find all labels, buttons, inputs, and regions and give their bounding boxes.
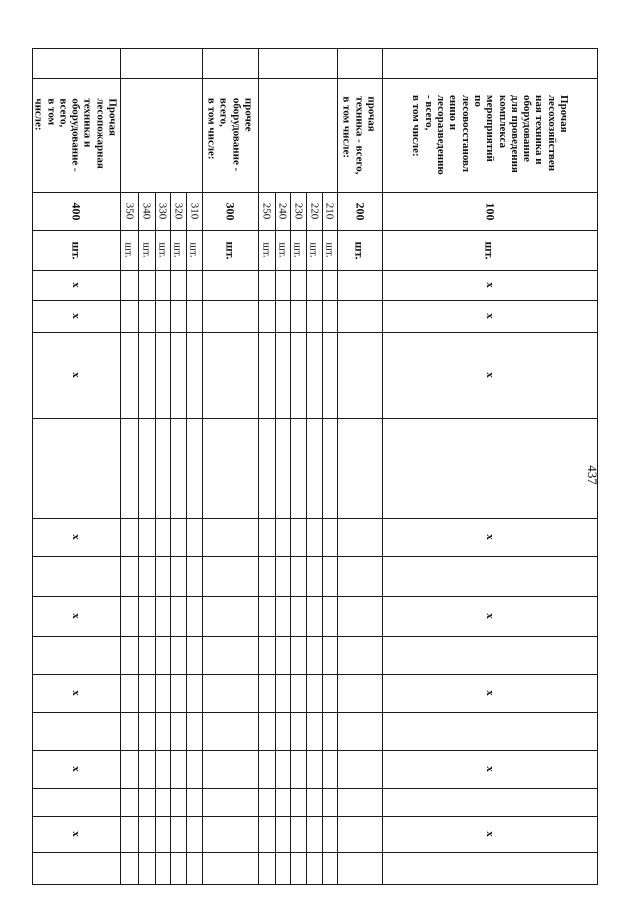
code-200-text: 200	[353, 202, 367, 220]
header-line: оборудование -	[70, 98, 83, 172]
mark-cell	[382, 300, 597, 332]
mark-cell	[32, 596, 120, 636]
table-rule	[322, 192, 323, 885]
table-rule	[306, 192, 307, 885]
unit-210	[322, 230, 337, 270]
code-210-text: 210	[323, 202, 336, 220]
code-220-text: 220	[308, 202, 320, 220]
unit-200	[337, 230, 382, 270]
mark-text: х	[483, 613, 496, 619]
unit-310	[186, 230, 202, 270]
header-c100-text	[410, 95, 570, 175]
header-line: для проведения	[508, 95, 521, 173]
mark-cell	[32, 750, 120, 788]
code-330-text: 330	[156, 202, 169, 220]
mark-text: х	[483, 313, 496, 319]
unit-330-text: шт.	[156, 242, 169, 258]
unit-200-text: шт.	[353, 240, 367, 260]
mark-text: х	[70, 766, 82, 772]
header-line: оборудование -	[230, 98, 243, 172]
code-320-text: 320	[172, 202, 184, 220]
header-line: ению и	[446, 95, 459, 131]
unit-350	[120, 230, 138, 270]
header-line: комплекса	[495, 95, 508, 149]
table-rule	[32, 852, 598, 853]
header-line: оборудование	[520, 95, 533, 163]
code-400-text: 400	[69, 202, 84, 220]
table-rule	[32, 418, 598, 419]
header-line: - всего,	[422, 95, 435, 131]
header-line: по	[471, 95, 484, 107]
header-line: Прочая	[557, 95, 570, 133]
code-350	[120, 192, 138, 230]
unit-240	[275, 230, 290, 270]
mark-cell	[382, 332, 597, 418]
header-line: ная техника и	[532, 95, 545, 165]
code-340	[138, 192, 155, 230]
mark-text: х	[483, 372, 496, 378]
header-line: техника - всего,	[353, 95, 366, 175]
code-250-text: 250	[260, 202, 273, 220]
code-300-text: 300	[223, 202, 238, 220]
code-310-text: 310	[188, 202, 200, 220]
unit-230-text: шт.	[291, 242, 304, 258]
header-line: прочая	[365, 95, 378, 132]
header-line: техника и	[82, 98, 95, 148]
header-line: прочее	[242, 98, 255, 132]
mark-cell	[32, 300, 120, 332]
mark-text: х	[70, 282, 82, 288]
unit-240-text: шт.	[276, 242, 289, 258]
mark-cell	[382, 674, 597, 712]
mark-text: х	[483, 831, 496, 837]
code-240	[275, 192, 290, 230]
code-210	[322, 192, 337, 230]
table-rule	[258, 48, 259, 885]
header-line: лесохозяйствен	[545, 95, 558, 172]
code-300	[202, 192, 258, 230]
header-c400-text	[33, 98, 119, 171]
unit-340	[138, 230, 155, 270]
unit-320-text: шт.	[171, 242, 184, 258]
header-line: лесоразведению	[434, 95, 447, 175]
mark-text: х	[70, 313, 82, 319]
unit-230	[290, 230, 306, 270]
mark-cell	[382, 750, 597, 788]
unit-300-text: шт.	[223, 240, 238, 260]
unit-220	[306, 230, 322, 270]
unit-250	[258, 230, 275, 270]
header-line: всего,	[57, 98, 70, 128]
header-c300	[202, 78, 258, 192]
table-rule	[32, 556, 598, 557]
header-c400	[32, 78, 120, 192]
header-line: лесовосстановл	[459, 95, 472, 173]
mark-cell	[382, 518, 597, 556]
table-rule	[32, 636, 598, 637]
header-line: числе:	[33, 98, 46, 131]
mark-cell	[382, 596, 597, 636]
mark-text: х	[483, 534, 496, 540]
mark-cell	[32, 270, 120, 300]
mark-cell	[382, 816, 597, 852]
table-rule	[290, 192, 291, 885]
mark-cell	[32, 518, 120, 556]
code-400	[32, 192, 120, 230]
header-c300-text	[205, 98, 254, 171]
table-rule	[170, 192, 171, 885]
header-c100	[382, 78, 597, 192]
code-200	[337, 192, 382, 230]
code-340-text: 340	[140, 202, 153, 220]
code-330	[155, 192, 170, 230]
header-c200	[337, 78, 382, 192]
table-rule	[32, 788, 598, 789]
code-250	[258, 192, 275, 230]
code-220	[306, 192, 322, 230]
unit-320	[170, 230, 186, 270]
code-310	[186, 192, 202, 230]
header-line: всего,	[218, 98, 230, 128]
unit-400-text: шт.	[69, 240, 84, 260]
table-rule	[275, 192, 276, 885]
mark-text: х	[483, 690, 496, 696]
mark-text: х	[70, 372, 82, 378]
unit-100-text: шт.	[483, 240, 497, 260]
header-line: в том числе:	[341, 95, 354, 158]
header-line: лесопожарная	[94, 98, 107, 169]
unit-210-text: шт.	[323, 242, 336, 258]
unit-350-text: шт.	[122, 242, 135, 258]
code-230	[290, 192, 306, 230]
unit-300	[202, 230, 258, 270]
header-line: в том	[45, 98, 58, 126]
table-border-top	[32, 48, 598, 49]
mark-cell	[382, 270, 597, 300]
code-240-text: 240	[276, 202, 289, 220]
code-230-text: 230	[292, 202, 304, 220]
unit-400	[32, 230, 120, 270]
header-c200-text	[341, 96, 378, 174]
header-line: в том числе:	[205, 98, 218, 160]
table-rule	[138, 192, 139, 885]
header-line: в том числе:	[409, 95, 422, 157]
mark-text: х	[70, 613, 82, 619]
mark-cell	[32, 674, 120, 712]
mark-cell	[32, 816, 120, 852]
table-rule	[155, 192, 156, 885]
unit-330	[155, 230, 170, 270]
table-border-bottom	[32, 884, 598, 885]
code-350-text: 350	[123, 202, 135, 220]
mark-text: х	[483, 766, 496, 772]
unit-100	[382, 230, 597, 270]
code-100-text: 100	[483, 202, 497, 220]
unit-340-text: шт.	[140, 242, 153, 258]
unit-250-text: шт.	[260, 242, 273, 258]
mark-text: х	[70, 690, 82, 696]
header-line: Прочая	[107, 98, 120, 136]
table-rule	[32, 712, 598, 713]
unit-220-text: шт.	[307, 242, 320, 258]
mark-text: х	[483, 282, 496, 288]
code-320	[170, 192, 186, 230]
page-number: 437	[585, 465, 600, 485]
code-100	[382, 192, 597, 230]
table-rule	[186, 192, 187, 885]
header-line: мероприятий	[483, 95, 496, 162]
mark-text: х	[70, 831, 82, 837]
mark-cell	[32, 332, 120, 418]
mark-text: х	[70, 534, 82, 540]
table-rule	[120, 48, 121, 885]
unit-310-text: шт.	[187, 242, 200, 258]
